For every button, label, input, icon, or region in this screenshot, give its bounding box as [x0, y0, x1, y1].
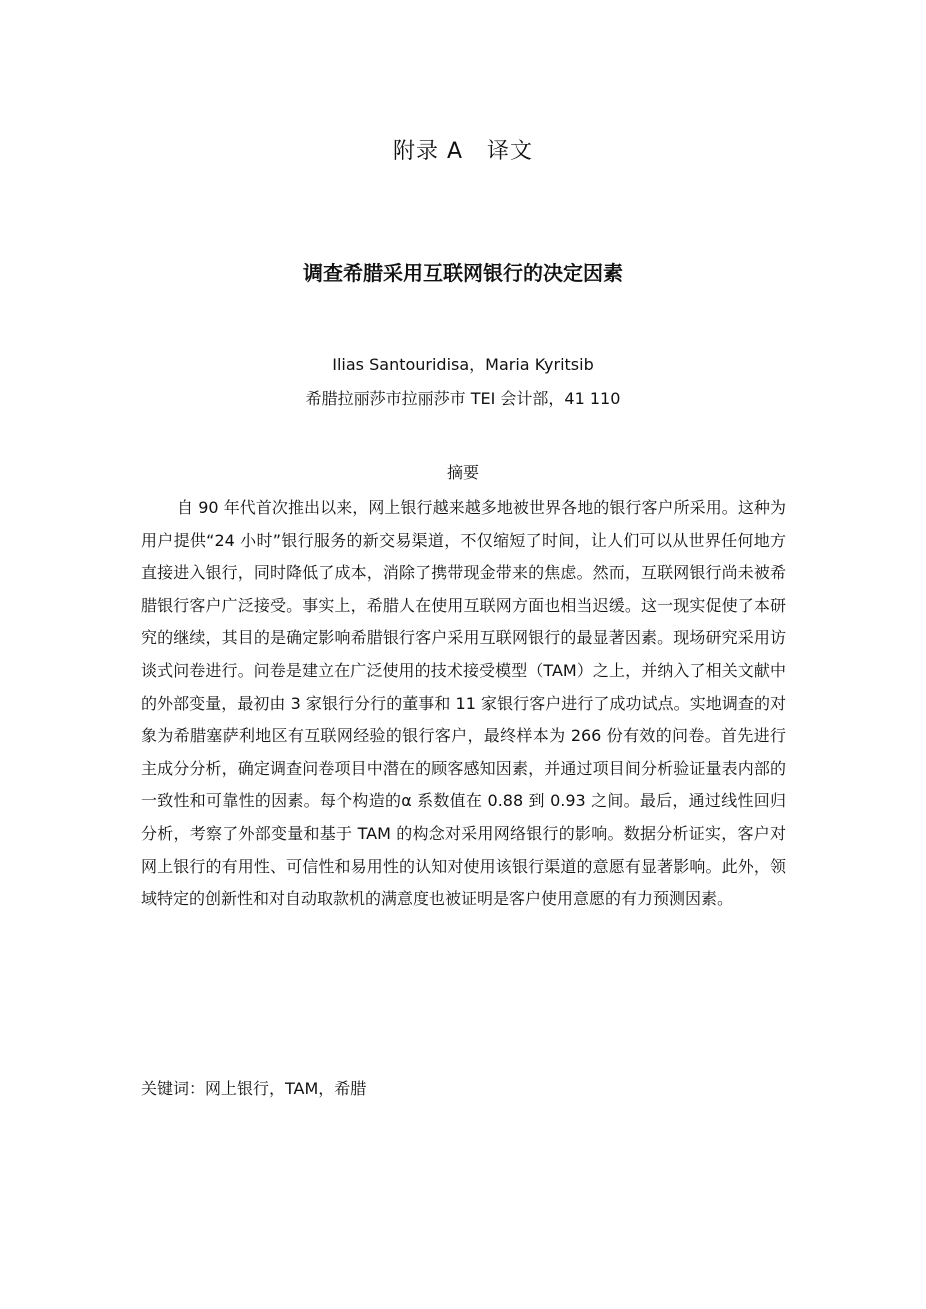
- keywords: 关键词：网上银行，TAM，希腊: [141, 1079, 367, 1098]
- appendix-title: [0, 134, 926, 165]
- authors: Ilias Santouridisa，Maria Kyritsib: [332, 355, 594, 374]
- abstract-body: 自 90 年代首次推出以来，网上银行越来越多地被世界各地的银行客户所采用。这种为用户提供“24 小时”银行服务的新交易渠道，不仅缩短了时间，让人们可以从世界任何地方直接进入银行，同时降低了成本，消除了携带现金带来的焦虑。然而，互联网银行尚未被希腊银行客户广泛接受。事实上，希腊人在使用互联网方面也相当迟缓。这一现实促使了本研究的继续，其目的是确定影响希腊银行客户采用互联网银行的最显著因素。现场研究采用访谈式问卷进行。问卷是建立在广泛使用的技术接受模型（TAM）之上，并纳入了相关文献中的外部变量，最初由 3 家银行分行的董事和 11 家银行客户进行了成功试点。实地调查的对象为希腊塞萨利地区有互联网经验的银行客户，最终样本为 266 份有效的问卷。首先进行主成分分析，确定调查问卷项目中潜在的顾客感知因素，并通过项目间分析验证量表内部的一致性和可靠性的因素。每个构造的α 系数值在 0.88 到 0.93 之间。最后，通过线性回归分析，考察了外部变量和基于 TAM 的构念对采用网络银行的影响。数据分析证实，客户对网上银行的有用性、可信性和易用性的认知对使用该银行渠道的意愿有显著影响。此外，领域特定的创新性和对自动取款机的满意度也被证明是客户使用意愿的有力预测因素。: [141, 498, 786, 909]
- affiliation: 希腊拉丽莎市拉丽莎市 TEI 会计部，41 110: [305, 389, 621, 408]
- appendix-label: 附录 A: [392, 139, 464, 164]
- appendix-subtitle: 译文: [487, 139, 534, 164]
- paper-title: 调查希腊采用互联网银行的决定因素: [303, 261, 623, 285]
- abstract-heading: 摘要: [446, 463, 479, 482]
